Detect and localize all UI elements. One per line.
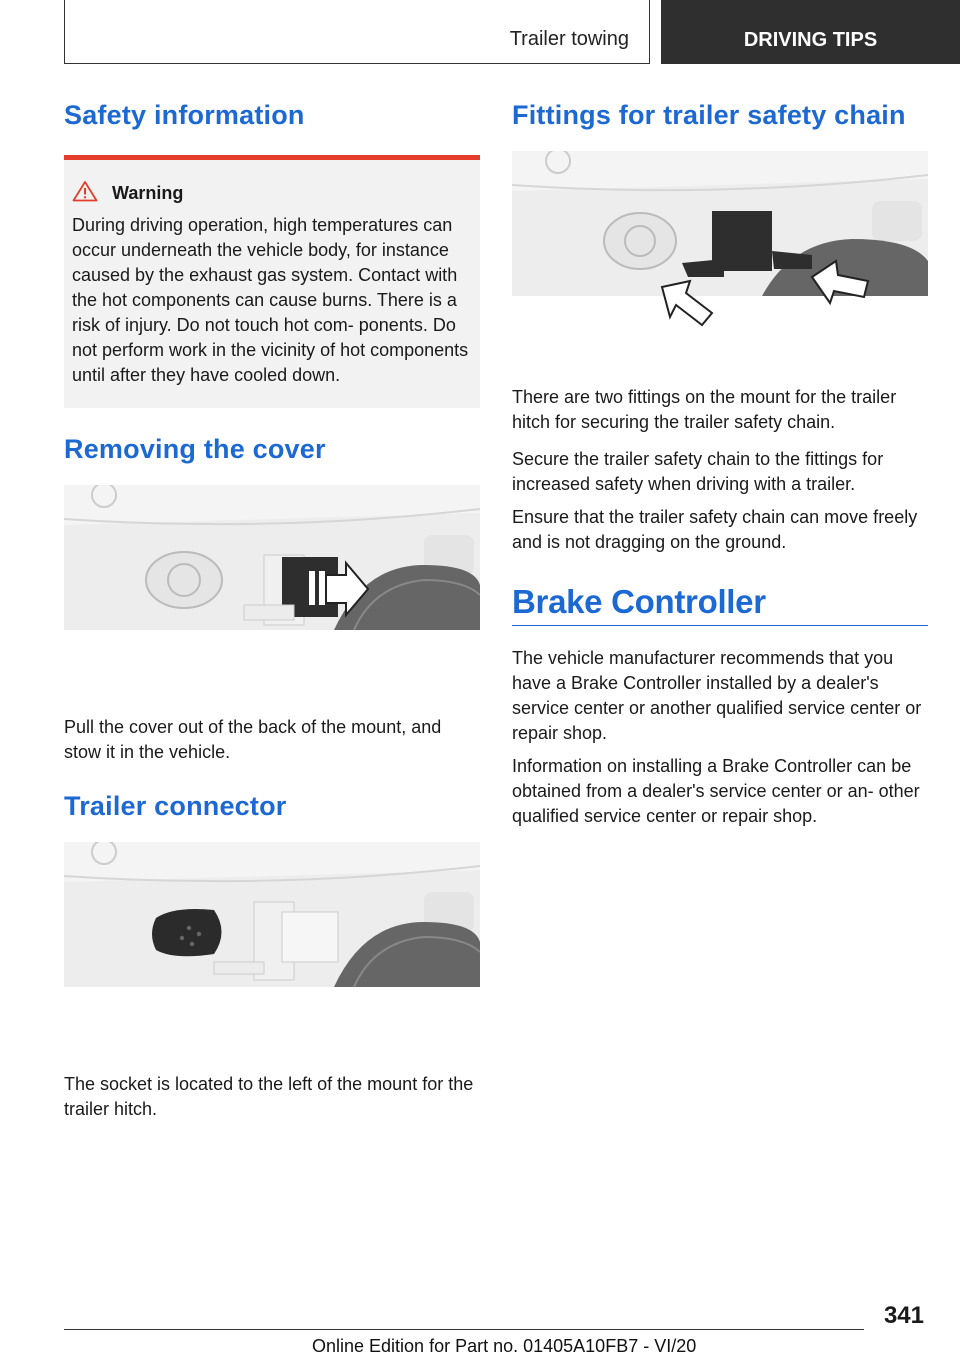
footer-rule: [64, 1329, 864, 1330]
warning-label: Warning: [112, 183, 184, 203]
trailer-connector-illustration: [64, 842, 480, 1028]
warning-text: During driving operation, high temperatures can occur underneath the vehicle body, for instance caused by the exhaust gas system. Contact with the hot components can cause burns. There is a risk of injury. Do not touch hot com- ponents. Do not perform work in the vicinity of hot components until after they have cooled down.: [72, 215, 469, 385]
fittings-paragraph-1: There are two fittings on the mount for the trailer hitch for securing the trailer safety chain.: [512, 387, 897, 432]
running-section-title: Trailer towing: [509, 28, 629, 50]
section-heading-cover: Removing the cover: [64, 434, 326, 464]
cover-instruction: Pull the cover out of the back of the mount, and stow it in the vehicle.: [64, 717, 442, 762]
section-heading-fittings: Fittings for trailer safety chain: [512, 100, 906, 130]
cover-removal-illustration: [64, 485, 480, 671]
section-heading-safety: Safety information: [64, 100, 305, 130]
left-column: [64, 100, 480, 1122]
warning-triangle-icon: [72, 180, 98, 207]
brake-paragraph-2: Information on installing a Brake Controller can be obtained from a dealer's service center or an- other qualified service center or repair shop.: [512, 756, 920, 826]
right-column: [512, 100, 928, 829]
fittings-paragraph-2: Secure the trailer safety chain to the fittings for increased safety when driving with a trailer.: [512, 449, 884, 494]
warning-box: [64, 155, 480, 408]
brake-paragraph-1: The vehicle manufacturer recommends that you have a Brake Controller installed by a dealer's service center or another qualified service center or repair shop.: [512, 648, 922, 743]
section-heading-connector: Trailer connector: [64, 791, 287, 821]
safety-chain-fittings-illustration: [512, 151, 928, 341]
connector-description: The socket is located to the left of the mount for the trailer hitch.: [64, 1074, 474, 1119]
header-frame: [64, 0, 650, 64]
chapter-heading-brake: Brake Controller: [512, 583, 766, 620]
page-number: 341: [883, 1302, 924, 1329]
fittings-paragraph-3: Ensure that the trailer safety chain can move freely and is not dragging on the ground.: [512, 507, 918, 552]
warning-header: [72, 180, 472, 207]
edition-note: Online Edition for Part no. 01405A10FB7 - VI/20: [312, 1336, 697, 1356]
chapter-heading-block: [512, 583, 928, 626]
chapter-tab: DRIVING TIPS: [661, 0, 960, 64]
